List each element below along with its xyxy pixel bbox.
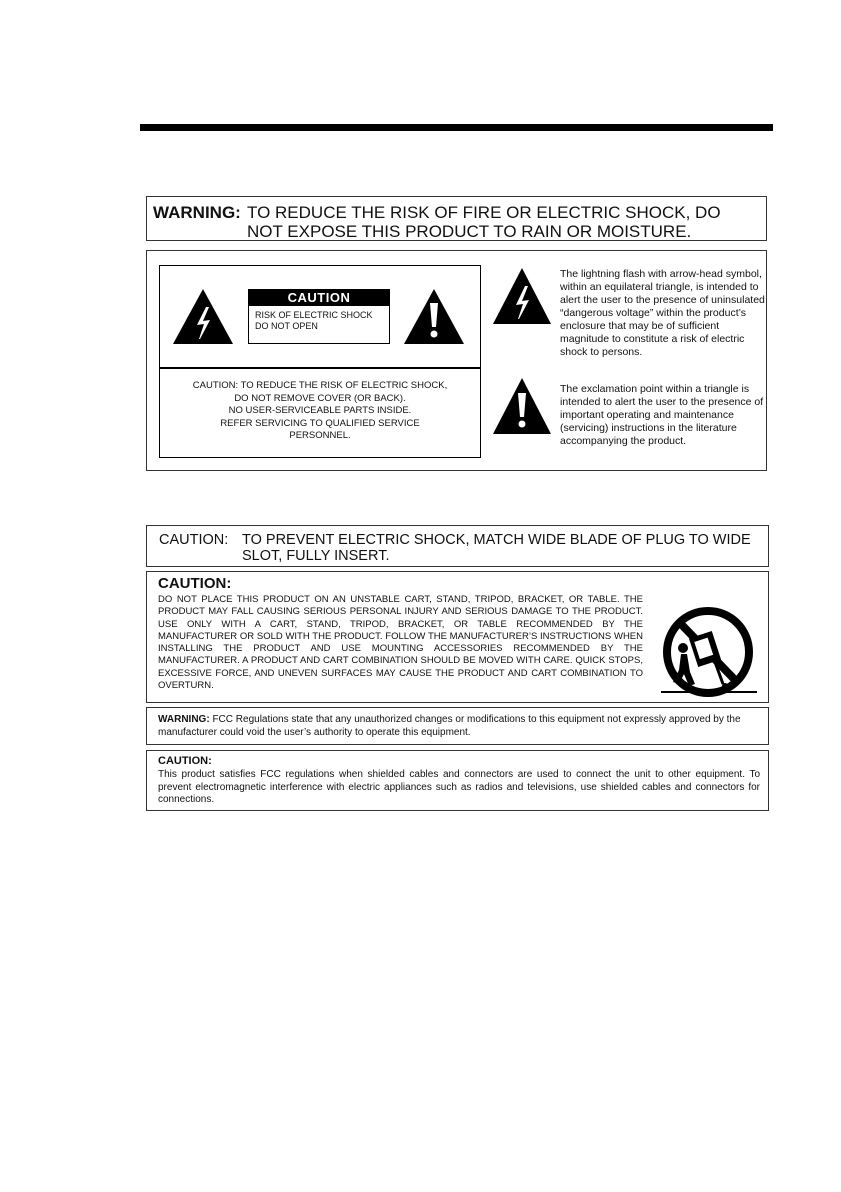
fcc-warning — [146, 707, 769, 745]
caution-panel-divider — [159, 367, 481, 369]
shock-line: NO USER-SERVICEABLE PARTS INSIDE. — [228, 405, 412, 416]
shock-caution-text — [163, 380, 477, 443]
plug-caution-text: TO PREVENT ELECTRIC SHOCK, MATCH WIDE BLADE OF PLUG TO WIDE SLOT, FULLY INSERT. — [242, 532, 751, 564]
exclamation-explanation: The exclamation point within a triangle is intended to alert the user to the presence of important operating and maintenance (servicing) instructions in the literature accompanying the product. — [560, 383, 764, 447]
cart-caution-label: CAUTION: — [158, 575, 232, 592]
fcc-warning-label: WARNING: — [158, 714, 210, 725]
lightning-explanation: The lightning flash with arrow-head symbol, within an equilateral triangle, is intended to alert the user to the presence of uninsulated “dangerous voltage” within the product’s enclosure that may be of sufficient magnitude to constitute a risk of electric shock to persons. — [560, 268, 765, 358]
lightning-triangle-icon — [173, 289, 233, 344]
shock-line: DO NOT REMOVE COVER (OR BACK). — [234, 392, 406, 404]
shock-line: CAUTION: TO REDUCE THE RISK OF ELECTRIC SHOCK, — [192, 380, 448, 391]
fcc-caution-text: This product satisfies FCC regulations when shielded cables and connectors are used to connect the unit to other equipment. To prevent electromagnetic interference with electric appliances such as radios and televisions, use shielded cables and connectors for connections. — [158, 769, 760, 805]
cart-tipover-icon — [653, 606, 763, 698]
fire-shock-warning — [146, 196, 767, 241]
cart-caution — [146, 571, 769, 703]
cart-caution-text: DO NOT PLACE THIS PRODUCT ON AN UNSTABLE CART, STAND, TRIPOD, BRACKET, OR TABLE. THE PRODUCT MAY FALL CAUSING SERIOUS PERSONAL INJURY AND SERIOUS DAMAGE TO THE PRODUCT. USE ONLY WITH A CART, STAND, TRIPOD, BRACKET, OR TABLE RECOMMENDED BY THE MANUFACTURER OR SOLD WITH THE PRODUCT. FOLLOW THE MANUFACTURER’S INSTRUCTIONS WHEN INSTALLING THE PRODUCT AND USE MOUNTING ACCESSORIES RECOMMENDED BY THE MANUFACTURER. A PRODUCT AND CART COMBINATION SHOULD BE MOVED WITH CARE. QUICK STOPS, EXCESSIVE FORCE, AND UNEVEN SURFACES MAY CAUSE THE PRODUCT AND CART COMBINATION TO OVERTURN. — [158, 594, 643, 692]
caution-sticker-line1: RISK OF ELECTRIC SHOCK — [255, 310, 373, 320]
caution-sticker-line2: DO NOT OPEN — [255, 321, 318, 331]
caution-sticker-header: CAUTION — [249, 290, 389, 306]
plug-caution-label: CAUTION: — [159, 532, 229, 548]
caution-sticker — [248, 289, 390, 344]
lightning-triangle-icon — [493, 268, 551, 324]
warning-label: WARNING: — [153, 203, 241, 222]
warning-text: TO REDUCE THE RISK OF FIRE OR ELECTRIC SHOCK, DO NOT EXPOSE THIS PRODUCT TO RAIN OR MOISTURE. — [247, 203, 721, 241]
exclamation-triangle-icon — [404, 289, 464, 344]
fcc-caution — [146, 750, 769, 811]
exclamation-triangle-icon — [493, 378, 551, 434]
fcc-caution-label: CAUTION: — [158, 755, 212, 767]
plug-caution — [146, 525, 769, 567]
shock-line: REFER SERVICING TO QUALIFIED SERVICE — [220, 417, 420, 429]
header-rule — [140, 124, 773, 131]
shock-line: PERSONNEL. — [289, 430, 351, 441]
fcc-warning-text: FCC Regulations state that any unauthorized changes or modifications to this equipment not expressly approved by the manufacturer could void the user’s authority to operate this equipment. — [158, 714, 741, 738]
